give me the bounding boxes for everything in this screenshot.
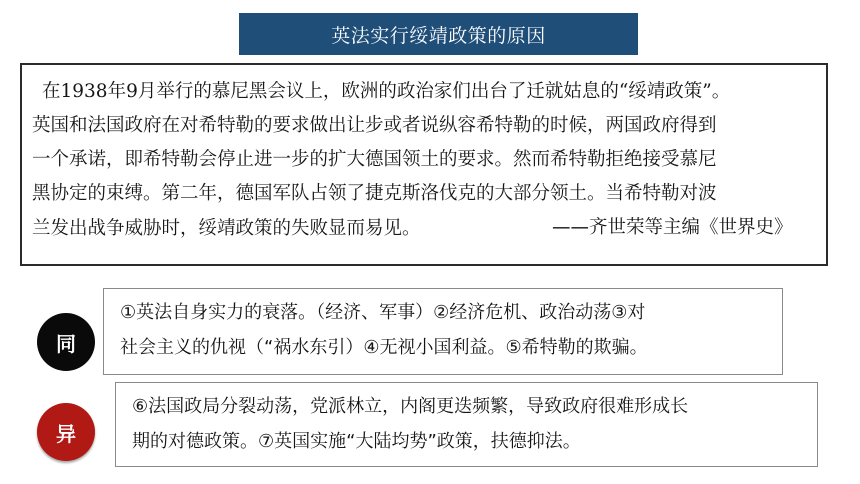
same-label: 同 <box>56 331 76 356</box>
quote-attribution: ——齐世荣等主编《世界史》 <box>552 217 793 238</box>
different-point-line-1: ⑥法国政局分裂动荡，党派林立，内阁更迭频繁，导致政府很难形成长 <box>132 396 689 417</box>
same-point-line-2: 社会主义的仇视（“祸水东引）④无视小国利益。⑤希特勒的欺骗。 <box>120 337 648 358</box>
different-point-line-2: 期的对德政策。⑦英国实施“大陆均势”政策，扶德抑法。 <box>132 431 581 452</box>
page-title: 英法实行绥靖政策的原因 <box>331 24 546 47</box>
same-circle-badge <box>37 313 95 371</box>
same-points-box <box>103 288 783 375</box>
quote-line-2: 英国和法国政府在对希特勒的要求做出让步或者说纵容希特勒的时候，两国政府得到 <box>32 115 717 136</box>
different-label: 异 <box>56 421 76 446</box>
same-point-line-1: ①英法自身实力的衰落。（经济、军事）②经济危机、政治动荡③对 <box>120 302 646 323</box>
quote-box <box>20 63 828 266</box>
title-banner <box>239 13 638 55</box>
different-points-box <box>115 382 818 467</box>
quote-line-3: 一个承诺，即希特勒会停止进一步的扩大德国领土的要求。然而希特勒拒绝接受慕尼 <box>32 149 717 170</box>
quote-line-4: 黑协定的束缚。第二年，德国军队占领了捷克斯洛伐克的大部分领土。当希特勒对波 <box>32 183 717 204</box>
quote-line-5: 兰发出战争威胁时，绥靖政策的失败显而易见。 <box>32 218 421 239</box>
quote-line-1: 在1938年9月举行的慕尼黑会议上，欧洲的政治家们出台了迁就姑息的“绥靖政策”。 <box>42 81 731 102</box>
different-circle-badge <box>37 403 95 461</box>
